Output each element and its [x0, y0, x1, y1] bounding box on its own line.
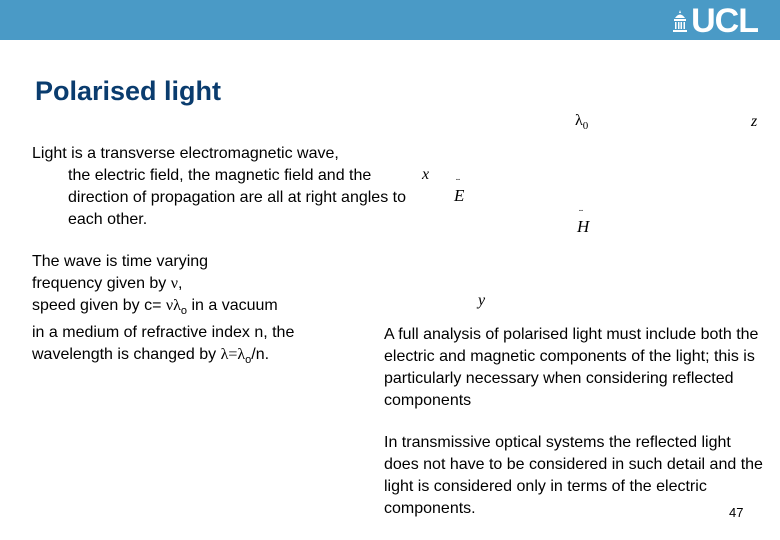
lambda0-label: [575, 112, 588, 132]
lambda-equation: λ=λ: [220, 346, 246, 364]
wave-line-1: The wave is time varying: [32, 253, 209, 270]
wave-line-2-end: ,: [177, 275, 183, 292]
wave-line-5-text: wavelength is changed by: [32, 346, 221, 364]
wave-line-5-end: /n.: [251, 346, 270, 364]
wave-line-3: [32, 295, 362, 322]
magnetic-field-vector-label: [577, 217, 589, 237]
ucl-logo[interactable]: [673, 4, 758, 38]
nu-symbol: ν: [170, 275, 178, 292]
paragraph-transmissive: In transmissive optical systems the reflected light does not have to be considered in such detail and the light is considered only in terms of the electric components.: [384, 434, 763, 517]
wave-line-3-text: speed given by c=: [32, 297, 166, 314]
x-axis-label: x: [422, 166, 430, 183]
wave-line-4: in a medium of refractive index n, the: [32, 324, 295, 342]
wave-line-2: [32, 273, 362, 295]
intro-first-line: Light is a transverse electromagnetic wave,: [32, 145, 339, 162]
paragraph-full-analysis: A full analysis of polarised light must include both the electric and magnetic components of the light; this is particularly necessary when considering reflected components: [384, 326, 759, 409]
slide-number: 47: [729, 505, 744, 520]
y-axis-label: y: [478, 292, 486, 309]
electric-field-vector-label: [454, 186, 464, 206]
ucl-portico-icon: [673, 10, 687, 32]
subscript-o-2: o: [245, 354, 252, 367]
wave-line-3-end: in a vacuum: [187, 297, 278, 314]
header-bar: [0, 0, 780, 40]
intro-continuation: the electric field, the magnetic field and the direction of propagation are all at right angles to each other.: [68, 167, 406, 228]
wave-line-2-text: frequency given by: [32, 275, 171, 292]
lambda-symbol: λ: [575, 112, 583, 129]
wave-line-5: [32, 344, 362, 371]
paragraph-wave-properties: [32, 251, 362, 371]
e-vector: ¨ E: [454, 186, 464, 206]
paragraph-intro: [32, 143, 412, 231]
nu-lambda-symbol: νλ: [165, 297, 181, 314]
subscript-o: o: [180, 305, 187, 318]
logo-text: UCL: [691, 2, 758, 40]
lambda-subscript: 0: [582, 120, 589, 133]
slide-title: Polarised light: [35, 76, 222, 106]
z-axis-label: z: [751, 113, 758, 130]
h-vector: ¨ H: [577, 217, 589, 237]
